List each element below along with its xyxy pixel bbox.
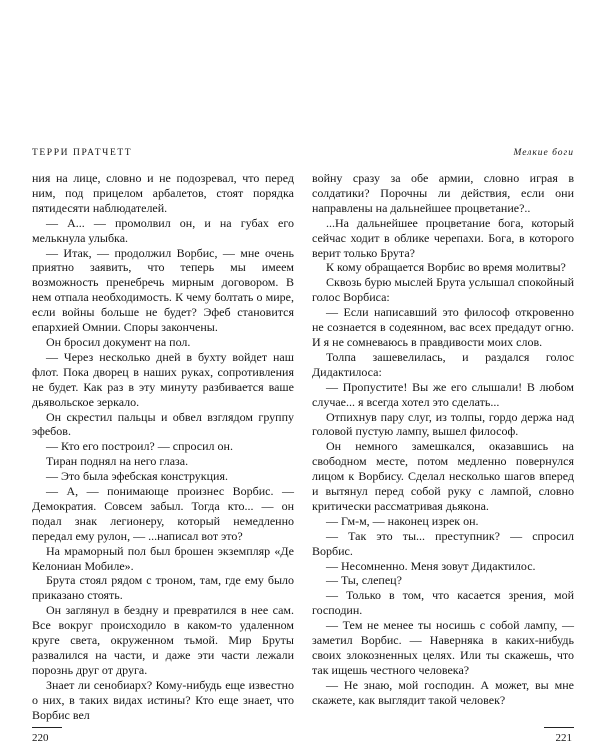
left-page-text (32, 171, 294, 723)
page-number: 221 (555, 732, 572, 744)
paragraph: — Кто его построил? — спросил он. (46, 439, 233, 454)
folio-rule (544, 727, 574, 728)
running-head-title: Мелкие боги (513, 148, 574, 158)
paragraph: — Через несколько дней в бухту войдет наш флот. Пока дворец в наших руках, сопротивления не будет. Как раз в эту минуту разбивается ваше дьявольское зеркало. (32, 349, 294, 409)
paragraph: — Только в том, что касается зрения, мой господин. (312, 588, 574, 618)
right-page-text (312, 171, 574, 708)
folio-rule (32, 727, 62, 728)
paragraph: войну сразу за обе армии, словно играя в солдатики? Порочны ли действия, если они направлены на дальнейшее процветание?.. (312, 171, 574, 215)
paragraph: Знает ли сенобиарх? Кому-нибудь еще известно о них, в таких видах истины? Кто еще знает, что Ворбис вел (32, 677, 294, 722)
paragraph: — А, — понимающе произнес Ворбис. — Демократия. Совсем забыл. Тогда кто... — он подал знак легионеру, который немедленно передал ему рулон, — ...написал вот это? (32, 484, 294, 543)
paragraph: Брута стоял рядом с троном, там, где ему было приказано стоять. (32, 573, 294, 603)
paragraph: — Это была эфебская конструкция. (46, 469, 228, 484)
paragraph: Сквозь бурю мыслей Брута услышал спокойный голос Ворбиса: (312, 275, 574, 305)
paragraph: Он немного замешкался, оказавшись на свободном месте, потом медленно повернулся лицом к Ворбису. Сделал несколько шагов вперед и вытянул перед собой руку с лампой, словно критически рассматривая дьякона. (312, 439, 574, 513)
paragraph: Отпихнув пару слуг, из толпы, гордо держа над головой пустую лампу, вышел философ. (312, 409, 574, 439)
paragraph: ния на лице, словно и не подозревал, что перед ним, под прицелом арбалетов, стоят порядка пятидесяти наблюдателей. (32, 171, 294, 215)
page-number: 220 (32, 732, 49, 744)
running-head-author: ТЕРРИ ПРАТЧЕТТ (32, 148, 133, 158)
paragraph: К кому обращается Ворбис во время молитвы? (326, 260, 566, 275)
paragraph: Толпа зашевелилась, и раздался голос Дидактилоса: (312, 349, 574, 379)
paragraph: — Если написавший это философ откровенно не сознается в содеянном, вас всех предадут огню. И я не сомневаюсь в правдивости моих слов. (312, 305, 574, 349)
paragraph: Тиран поднял на него глаза. (46, 454, 189, 469)
paragraph: — Гм-м, — наконец изрек он. (326, 513, 479, 528)
paragraph: — Несомненно. Меня зовут Дидактилос. (326, 558, 536, 573)
paragraph: — Пропустите! Вы же его слышали! В любом случае... я всегда хотел это сделать... (312, 379, 574, 409)
paragraph: На мраморный пол был брошен экземпляр «Де Келониан Мобиле». (32, 543, 294, 573)
paragraph: — Ты, слепец? (326, 573, 402, 588)
paragraph: — Итак, — продолжил Ворбис, — мне очень приятно заявить, что теперь мы имеем возможность пренебречь мирным договором. В нем отпала необходимость. К чему болтать о мире, если войны больше не будет? Эфеб становится епархией Омнии. Споры закончены. (32, 245, 294, 335)
paragraph: Он заглянул в бездну и превратился в нее сам. Все вокруг происходило в каком-то удаленном круге света, окруженном тьмой. Мир Бруты развалился на части, и даже эти части лежали порознь друг от друга. (32, 603, 294, 677)
paragraph: — А... — промолвил он, и на губах его мелькнула улыбка. (32, 215, 294, 245)
paragraph: — Так это ты... преступник? — спросил Ворбис. (312, 528, 574, 558)
paragraph: — Не знаю, мой господин. А может, вы мне скажете, как выглядит такой человек? (312, 677, 574, 707)
paragraph: Он бросил документ на пол. (46, 334, 191, 349)
paragraph: Он скрестил пальцы и обвел взглядом группу эфебов. (32, 409, 294, 439)
paragraph: ...На дальнейшее процветание бога, который сейчас ходит в облике черепахи. Бога, в которого верит только Брута? (312, 215, 574, 260)
paragraph: — Тем не менее ты носишь с собой лампу, — заметил Ворбис. — Наверняка в каких-нибудь своих злокозненных целях. Или ты скажешь, что так ищешь честного человека? (312, 618, 574, 677)
